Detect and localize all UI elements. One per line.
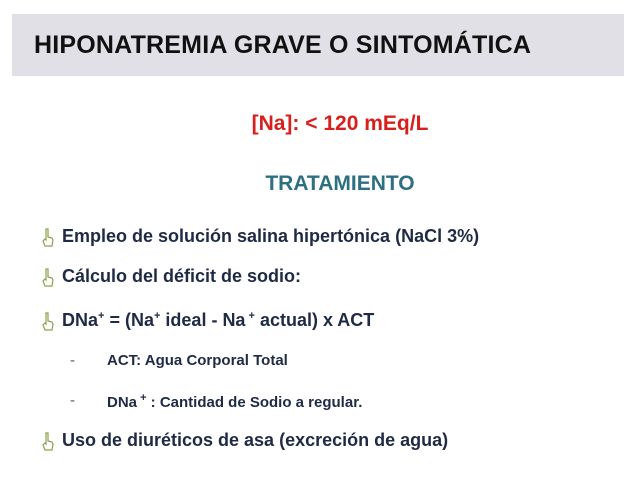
hand-pointer-icon <box>40 228 56 248</box>
sub-text <box>107 392 362 411</box>
sub-dash: - <box>70 352 75 369</box>
formula-part: ideal - Na <box>160 310 246 330</box>
bullet-text: Uso de diuréticos de asa (excreción de agua) <box>62 430 449 450</box>
sub-sup: + <box>137 392 147 404</box>
formula-sup: + <box>98 310 105 322</box>
hand-pointer-icon <box>40 432 56 452</box>
formula-sup: + <box>153 310 161 322</box>
formula-text <box>62 310 374 331</box>
title-bar <box>12 14 624 76</box>
bullet-text: Empleo de solución salina hipertónica (NaCl 3%) <box>62 226 480 246</box>
formula-part: = (Na <box>104 310 154 330</box>
formula-part: actual) x ACT <box>254 310 375 330</box>
formula-sup: + <box>245 310 255 322</box>
sub-part: : Cantidad de Sodio a regular. <box>146 394 363 411</box>
sub-part: DNa <box>107 394 138 411</box>
sub-text: ACT: Agua Corporal Total <box>107 352 288 369</box>
section-heading: TRATAMIENTO <box>265 172 415 195</box>
hand-pointer-icon <box>40 268 56 288</box>
formula-part: DNa <box>62 310 99 330</box>
slide-title: HIPONATREMIA GRAVE O SINTOMÁTICA <box>34 31 532 59</box>
sub-dash: - <box>70 392 75 409</box>
hand-pointer-icon <box>40 312 56 332</box>
bullet-text: Cálculo del déficit de sodio: <box>62 266 302 286</box>
sodium-level: [Na]: < 120 mEq/L <box>251 112 429 135</box>
